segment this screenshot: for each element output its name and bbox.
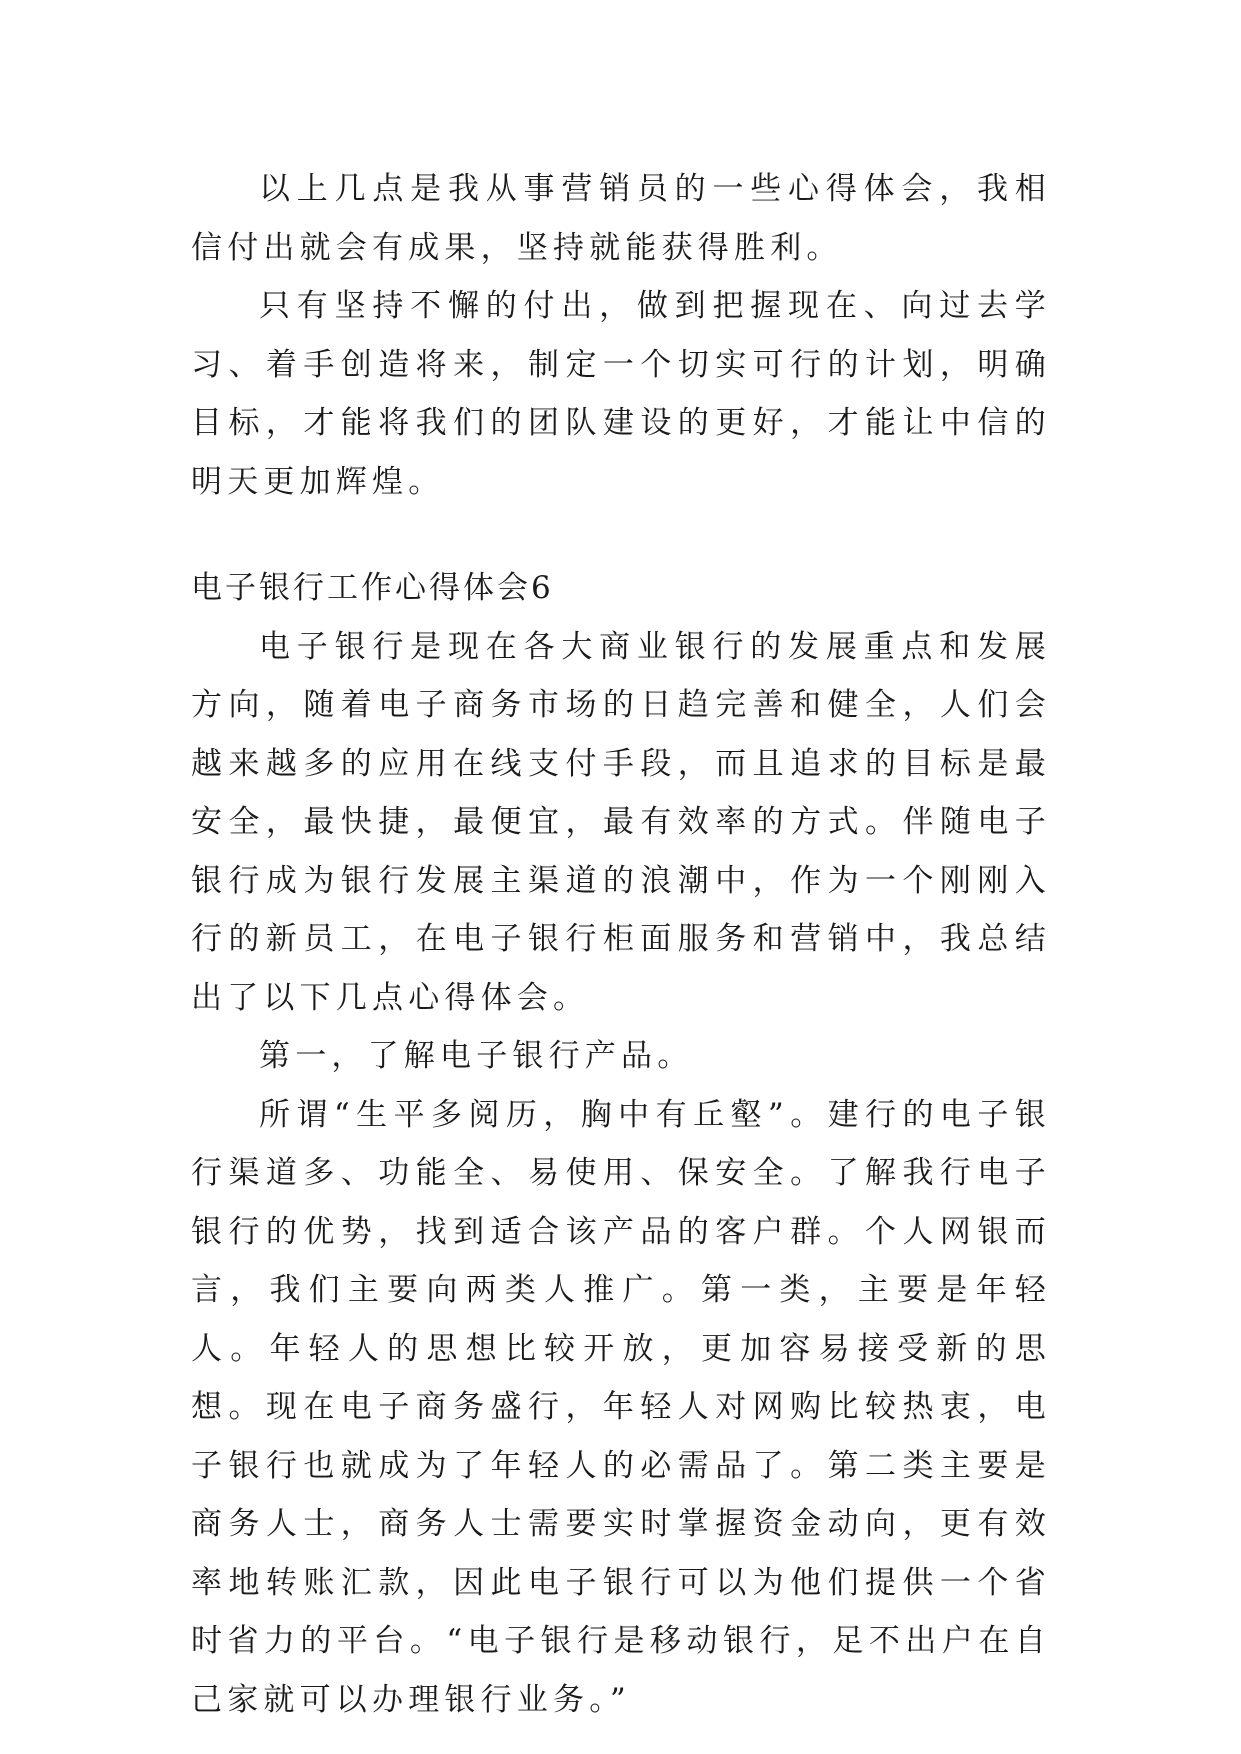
paragraph-conclusion: 以上几点是我从事营销员的一些心得体会，我相信付出就会有成果，坚持就能获得胜利。 bbox=[191, 171, 1051, 266]
document-body bbox=[191, 160, 1051, 1729]
paragraph-customer-groups: 所谓“生平多阅历，胸中有丘壑”。建行的电子银行渠道多、功能全、易使用、保安全。了解我行电子银行的优势，找到适合该产品的客户群。个人网银而言，我们主要向两类人推广。第一类，主要是年轻人。年轻人的思想比较开放，更加容易接受新的思想。现在电子商务盛行，年轻人对网购比较热衷，电子银行也就成为了年轻人的必需品了。第二类主要是商务人士，商务人士需要实时掌握资金动向，更有效率地转账汇款，因此电子银行可以为他们提供一个省时省力的平台。“电子银行是移动银行，足不出户在自己家就可以办理银行业务。” bbox=[191, 1096, 1051, 1718]
paragraph-ebank-intro: 电子银行是现在各大商业银行的发展重点和发展方向，随着电子商务市场的日趋完善和健全，人们会越来越多的应用在线支付手段，而且追求的目标是最安全，最快捷，最便宜，最有效率的方式。伴随电子银行成为银行发展主渠道的浪潮中，作为一个刚刚入行的新员工，在电子银行柜面服务和营销中，我总结出了以下几点心得体会。 bbox=[191, 628, 1051, 1016]
paragraph-persistence: 只有坚持不懈的付出，做到把握现在、向过去学习、着手创造将来，制定一个切实可行的计划，明确目标，才能将我们的团队建设的更好，才能让中信的明天更加辉煌。 bbox=[191, 288, 1051, 500]
paragraph-point-one: 第一，了解电子银行产品。 bbox=[259, 1038, 694, 1074]
section-heading: 电子银行工作心得体会6 bbox=[191, 570, 554, 606]
